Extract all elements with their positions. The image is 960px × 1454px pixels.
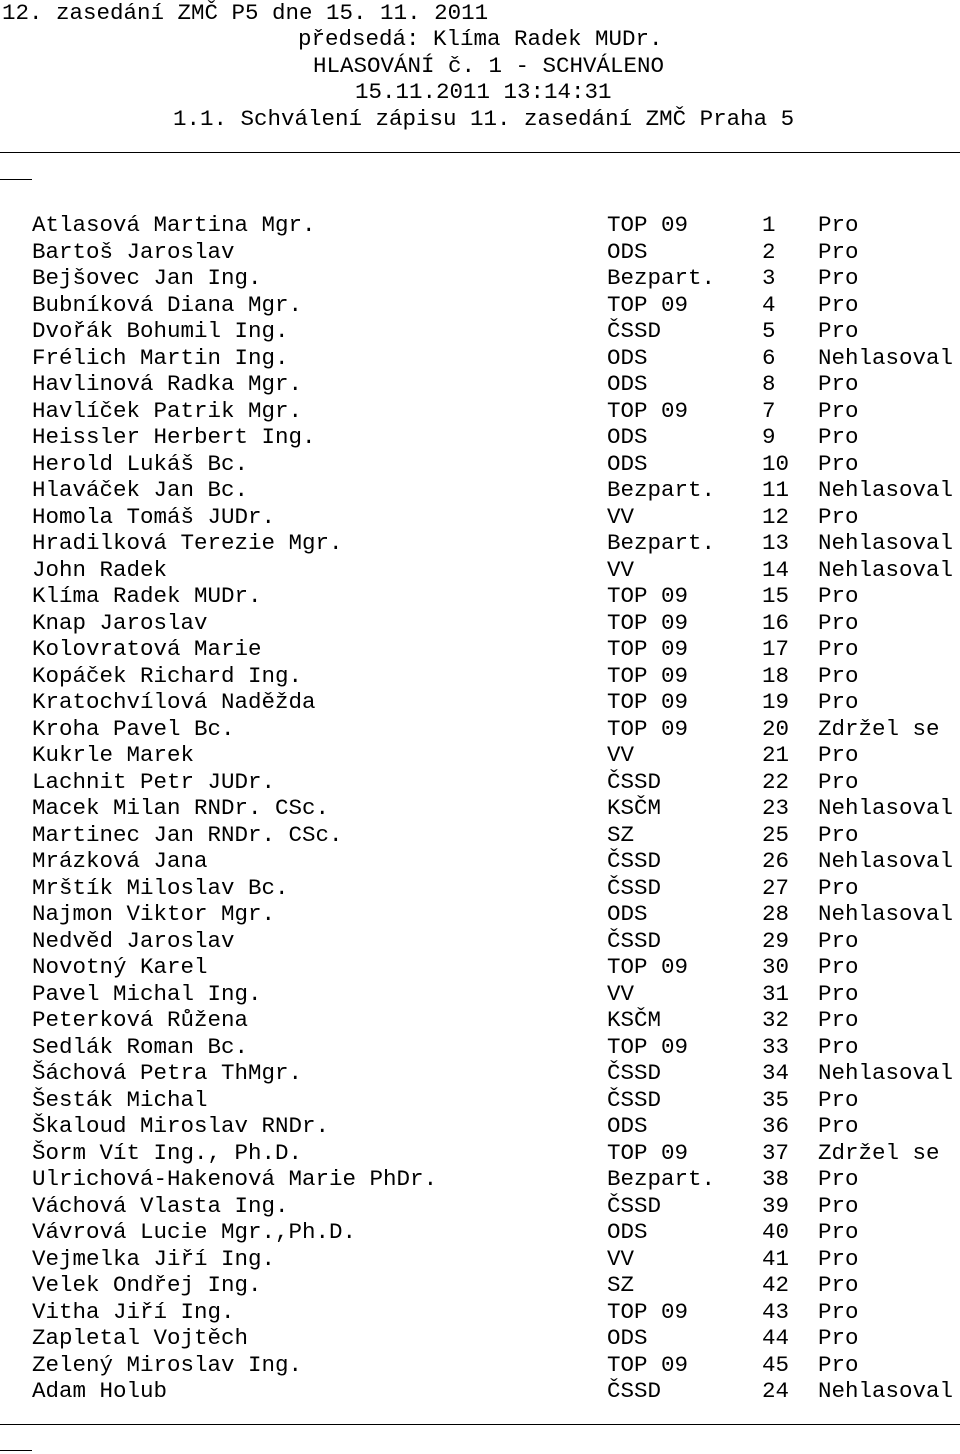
member-party: Bezpart.	[607, 477, 716, 503]
member-party: ODS	[607, 1113, 648, 1139]
bottom-rule-stub	[0, 1450, 32, 1451]
table-row	[0, 557, 960, 584]
member-vote: Nehlasoval	[818, 477, 954, 503]
table-row	[0, 848, 960, 875]
member-number: 45	[762, 1351, 790, 1378]
member-number: 15	[762, 583, 790, 609]
meeting-title: 12. zasedání ZMČ P5 dne 15. 11. 2011	[2, 0, 489, 26]
member-vote: Pro	[818, 265, 859, 291]
table-row	[0, 239, 960, 266]
table-row	[0, 345, 960, 372]
member-number: 38	[762, 1166, 790, 1192]
member-name: Vitha Jiří Ing.	[32, 1298, 235, 1325]
member-name: Adam Holub	[32, 1378, 168, 1404]
member-vote: Pro	[818, 291, 859, 318]
member-party: TOP 09	[607, 689, 689, 715]
member-vote: Pro	[818, 768, 859, 795]
table-row	[0, 477, 960, 504]
member-vote: Pro	[818, 954, 859, 980]
member-number: 20	[762, 715, 790, 742]
member-name: Kroha Pavel Bc.	[32, 715, 235, 742]
member-name: Dvořák Bohumil Ing.	[32, 318, 289, 344]
member-number: 34	[762, 1060, 790, 1086]
member-name: Herold Lukáš Bc.	[32, 450, 249, 477]
member-number: 29	[762, 927, 790, 954]
member-vote: Pro	[818, 450, 859, 477]
table-row	[0, 1325, 960, 1352]
member-name: Škaloud Miroslav RNDr.	[32, 1113, 330, 1139]
member-name: Bejšovec Jan Ing.	[32, 265, 262, 291]
member-number: 27	[762, 874, 790, 901]
member-number: 3	[762, 265, 776, 291]
member-name: Nedvěd Jaroslav	[32, 927, 235, 954]
member-number: 40	[762, 1219, 790, 1245]
member-party: ČSSD	[607, 874, 662, 901]
table-row	[0, 265, 960, 292]
member-party: ODS	[607, 450, 648, 477]
member-vote: Pro	[818, 689, 859, 715]
member-name: Bartoš Jaroslav	[32, 238, 235, 265]
member-name: Bubníková Diana Mgr.	[32, 291, 303, 318]
member-vote: Pro	[818, 424, 859, 450]
member-name: Klíma Radek MUDr.	[32, 583, 262, 609]
member-number: 17	[762, 636, 790, 662]
table-row	[0, 371, 960, 398]
member-number: 39	[762, 1192, 790, 1219]
member-vote: Pro	[818, 1113, 859, 1139]
member-party: ODS	[607, 371, 648, 397]
table-row	[0, 1378, 960, 1405]
member-vote: Nehlasoval	[818, 848, 954, 874]
member-name: Kratochvílová Naděžda	[32, 689, 316, 715]
member-vote: Nehlasoval	[818, 530, 954, 556]
member-vote: Pro	[818, 927, 859, 954]
table-row	[0, 901, 960, 928]
bottom-rule	[0, 1424, 960, 1425]
member-name: Macek Milan RNDr. CSc.	[32, 795, 330, 821]
member-name: Kolovratová Marie	[32, 636, 262, 662]
member-party: ČSSD	[607, 318, 662, 344]
member-number: 37	[762, 1139, 790, 1166]
table-row	[0, 689, 960, 716]
member-party: VV	[607, 503, 635, 530]
member-vote: Pro	[818, 212, 859, 238]
member-name: Velek Ondřej Ing.	[32, 1272, 262, 1298]
member-vote: Nehlasoval	[818, 901, 954, 927]
member-name: Sedlák Roman Bc.	[32, 1033, 249, 1060]
member-number: 16	[762, 609, 790, 636]
member-vote: Pro	[818, 1298, 859, 1325]
member-number: 33	[762, 1033, 790, 1060]
agenda-item: 1.1. Schválení zápisu 11. zasedání ZMČ Praha 5	[173, 106, 795, 132]
top-rule	[0, 152, 960, 153]
table-row	[0, 1166, 960, 1193]
table-row	[0, 716, 960, 743]
member-party: TOP 09	[607, 954, 689, 980]
member-name: John Radek	[32, 556, 168, 583]
member-number: 4	[762, 291, 776, 318]
member-name: Hlaváček Jan Bc.	[32, 477, 249, 503]
member-name: Mrštík Miloslav Bc.	[32, 874, 289, 901]
member-vote: Nehlasoval	[818, 1378, 954, 1404]
table-row	[0, 1060, 960, 1087]
member-party: ČSSD	[607, 927, 662, 954]
member-party: Bezpart.	[607, 265, 716, 291]
member-party: SZ	[607, 1272, 635, 1298]
member-number: 9	[762, 424, 776, 450]
table-row	[0, 1219, 960, 1246]
member-vote: Pro	[818, 1245, 859, 1272]
member-vote: Pro	[818, 1033, 859, 1060]
table-row	[0, 742, 960, 769]
member-number: 44	[762, 1325, 790, 1351]
member-vote: Pro	[818, 821, 859, 848]
member-number: 18	[762, 662, 790, 689]
member-party: TOP 09	[607, 397, 689, 424]
member-name: Peterková Růžena	[32, 1007, 249, 1033]
member-name: Vávrová Lucie Mgr.,Ph.D.	[32, 1219, 357, 1245]
member-number: 42	[762, 1272, 790, 1298]
table-row	[0, 1352, 960, 1379]
table-row	[0, 1272, 960, 1299]
member-vote: Pro	[818, 636, 859, 662]
table-row	[0, 1299, 960, 1326]
vote-result: HLASOVÁNÍ č. 1 - SCHVÁLENO	[313, 53, 665, 79]
member-party: SZ	[607, 821, 635, 848]
member-party: ODS	[607, 1325, 648, 1351]
member-name: Kopáček Richard Ing.	[32, 662, 303, 689]
member-number: 10	[762, 450, 790, 477]
member-party: TOP 09	[607, 1139, 689, 1166]
member-party: ČSSD	[607, 1086, 662, 1113]
member-party: ČSSD	[607, 848, 662, 874]
member-vote: Pro	[818, 662, 859, 689]
table-row	[0, 610, 960, 637]
member-name: Atlasová Martina Mgr.	[32, 212, 316, 238]
member-number: 43	[762, 1298, 790, 1325]
member-vote: Pro	[818, 742, 859, 768]
member-vote: Nehlasoval	[818, 344, 954, 371]
member-vote: Pro	[818, 503, 859, 530]
member-number: 19	[762, 689, 790, 715]
member-vote: Pro	[818, 1192, 859, 1219]
table-row	[0, 1113, 960, 1140]
member-number: 26	[762, 848, 790, 874]
member-party: ODS	[607, 238, 648, 265]
member-party: ODS	[607, 901, 648, 927]
member-vote: Zdržel se	[818, 1139, 940, 1166]
member-number: 8	[762, 371, 776, 397]
member-number: 35	[762, 1086, 790, 1113]
table-row	[0, 954, 960, 981]
member-name: Novotný Karel	[32, 954, 208, 980]
member-vote: Nehlasoval	[818, 795, 954, 821]
top-rule-stub	[0, 179, 32, 180]
member-number: 12	[762, 503, 790, 530]
table-row	[0, 318, 960, 345]
member-number: 24	[762, 1378, 790, 1404]
member-party: ČSSD	[607, 1060, 662, 1086]
table-row	[0, 1007, 960, 1034]
chairperson: předsedá: Klíma Radek MUDr.	[298, 26, 663, 52]
member-number: 30	[762, 954, 790, 980]
member-number: 13	[762, 530, 790, 556]
member-number: 36	[762, 1113, 790, 1139]
member-name: Frélich Martin Ing.	[32, 344, 289, 371]
member-number: 32	[762, 1007, 790, 1033]
member-party: ODS	[607, 424, 648, 450]
member-name: Havlíček Patrik Mgr.	[32, 397, 303, 424]
member-party: ČSSD	[607, 768, 662, 795]
member-party: TOP 09	[607, 212, 689, 238]
member-vote: Pro	[818, 1007, 859, 1033]
member-party: VV	[607, 1245, 635, 1272]
member-name: Najmon Viktor Mgr.	[32, 901, 276, 927]
member-number: 11	[762, 477, 790, 503]
member-number: 14	[762, 556, 790, 583]
member-party: VV	[607, 556, 635, 583]
member-name: Zapletal Vojtěch	[32, 1325, 249, 1351]
member-number: 22	[762, 768, 790, 795]
member-vote: Nehlasoval	[818, 556, 954, 583]
table-row	[0, 424, 960, 451]
member-number: 25	[762, 821, 790, 848]
member-number: 41	[762, 1245, 790, 1272]
member-name: Heissler Herbert Ing.	[32, 424, 316, 450]
member-name: Pavel Michal Ing.	[32, 980, 262, 1007]
table-row	[0, 981, 960, 1008]
member-vote: Pro	[818, 583, 859, 609]
table-row	[0, 451, 960, 478]
member-vote: Pro	[818, 1086, 859, 1113]
member-party: TOP 09	[607, 715, 689, 742]
member-name: Šorm Vít Ing., Ph.D.	[32, 1139, 303, 1166]
table-row	[0, 292, 960, 319]
member-name: Havlinová Radka Mgr.	[32, 371, 303, 397]
table-row	[0, 530, 960, 557]
table-row	[0, 663, 960, 690]
table-row	[0, 875, 960, 902]
member-party: TOP 09	[607, 609, 689, 636]
member-vote: Pro	[818, 371, 859, 397]
member-number: 1	[762, 212, 776, 238]
table-row	[0, 504, 960, 531]
member-vote: Pro	[818, 318, 859, 344]
member-number: 21	[762, 742, 790, 768]
member-party: ODS	[607, 344, 648, 371]
table-row	[0, 1246, 960, 1273]
member-name: Ulrichová-Hakenová Marie PhDr.	[32, 1166, 438, 1192]
member-vote: Zdržel se	[818, 715, 940, 742]
member-name: Martinec Jan RNDr. CSc.	[32, 821, 343, 848]
member-party: TOP 09	[607, 583, 689, 609]
member-number: 5	[762, 318, 776, 344]
table-row	[0, 636, 960, 663]
member-party: TOP 09	[607, 662, 689, 689]
member-number: 31	[762, 980, 790, 1007]
member-vote: Pro	[818, 609, 859, 636]
member-name: Knap Jaroslav	[32, 609, 208, 636]
table-row	[0, 1087, 960, 1114]
member-party: ČSSD	[607, 1378, 662, 1404]
member-vote: Pro	[818, 238, 859, 265]
member-name: Šáchová Petra ThMgr.	[32, 1060, 303, 1086]
table-row	[0, 822, 960, 849]
member-party: VV	[607, 742, 635, 768]
table-row	[0, 928, 960, 955]
member-name: Vejmelka Jiří Ing.	[32, 1245, 276, 1272]
member-party: Bezpart.	[607, 1166, 716, 1192]
member-party: Bezpart.	[607, 530, 716, 556]
member-vote: Pro	[818, 1351, 859, 1378]
member-number: 7	[762, 397, 776, 424]
member-party: TOP 09	[607, 1033, 689, 1060]
member-name: Šesták Michal	[32, 1086, 208, 1113]
table-row	[0, 212, 960, 239]
member-party: VV	[607, 980, 635, 1007]
member-party: KSČM	[607, 1007, 662, 1033]
member-party: TOP 09	[607, 291, 689, 318]
member-number: 23	[762, 795, 790, 821]
table-row	[0, 1140, 960, 1167]
member-vote: Pro	[818, 1166, 859, 1192]
member-vote: Pro	[818, 397, 859, 424]
member-name: Hradilková Terezie Mgr.	[32, 530, 343, 556]
table-row	[0, 583, 960, 610]
member-party: ČSSD	[607, 1192, 662, 1219]
vote-timestamp: 15.11.2011 13:14:31	[355, 79, 612, 105]
member-name: Mrázková Jana	[32, 848, 208, 874]
table-row	[0, 398, 960, 425]
member-party: TOP 09	[607, 1351, 689, 1378]
member-vote: Pro	[818, 1272, 859, 1298]
member-number: 2	[762, 238, 776, 265]
member-vote: Pro	[818, 1219, 859, 1245]
member-name: Váchová Vlasta Ing.	[32, 1192, 289, 1219]
member-number: 6	[762, 344, 776, 371]
member-name: Lachnit Petr JUDr.	[32, 768, 276, 795]
member-party: KSČM	[607, 795, 662, 821]
member-vote: Nehlasoval	[818, 1060, 954, 1086]
member-name: Zelený Miroslav Ing.	[32, 1351, 303, 1378]
member-name: Kukrle Marek	[32, 742, 195, 768]
member-party: TOP 09	[607, 1298, 689, 1325]
member-party: ODS	[607, 1219, 648, 1245]
member-vote: Pro	[818, 1325, 859, 1351]
table-row	[0, 769, 960, 796]
table-row	[0, 795, 960, 822]
member-number: 28	[762, 901, 790, 927]
table-row	[0, 1193, 960, 1220]
member-vote: Pro	[818, 874, 859, 901]
member-vote: Pro	[818, 980, 859, 1007]
member-name: Homola Tomáš JUDr.	[32, 503, 276, 530]
member-party: TOP 09	[607, 636, 689, 662]
table-row	[0, 1034, 960, 1061]
